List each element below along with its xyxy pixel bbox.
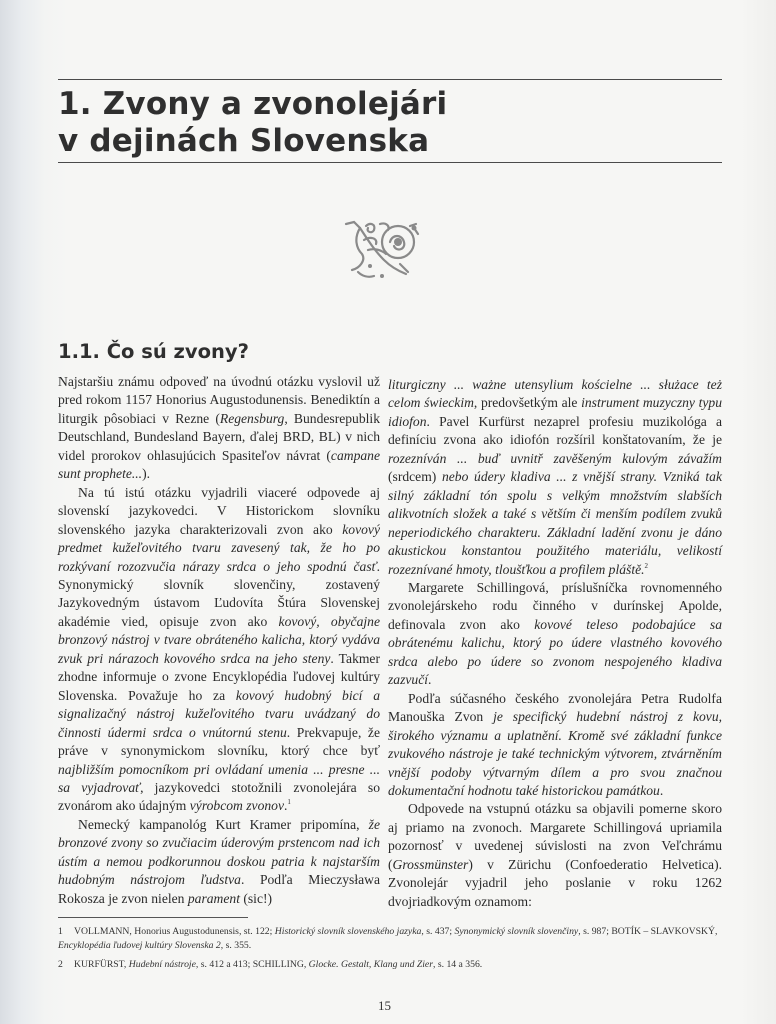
- text-run: , s. 14 a 356.: [432, 959, 483, 970]
- italic-text: Encyklopédia ľudovej kultúry Slovenska 2: [58, 939, 221, 951]
- paragraph: [388, 579, 722, 690]
- paragraph: [58, 373, 380, 484]
- footnote-text: [58, 926, 717, 951]
- text-run: .: [284, 798, 288, 814]
- text-run: .: [659, 782, 664, 798]
- chapter-bottom-rule: [58, 162, 722, 163]
- footnotes: [58, 925, 728, 978]
- text-run: . Pavel Kurfürst nezaprel profesiu muzikológa a definíciu zvona ako idiofón rozšíril konštatovaním, že je: [388, 413, 722, 448]
- paragraph: [388, 690, 722, 801]
- column-left: [58, 373, 380, 908]
- paragraph: [388, 376, 722, 579]
- page-number: 15: [378, 998, 391, 1013]
- section-title: 1.1. Čo sú zvony?: [58, 340, 249, 363]
- italic-text: liturgiczny ... ważne utensylium kościelne ... służace też celom świeckim: [388, 377, 722, 411]
- italic-text: že bronzové zvony so zvučiacim úderovým prstencom nad ich ústím a nemou podkorunnou doskou patria k najstarším hudobným nástrojom ľudstva: [58, 816, 380, 888]
- chapter-title: [58, 86, 447, 160]
- italic-text: Glocke. Gestalt, Klang und Zier: [308, 959, 433, 970]
- text-run: Na tú istú otázku vyjadrili viaceré odpovede aj slovenskí jazykovedci. V Historickom slovníku slovenského jazyka charakterizovali zvon ako: [58, 484, 380, 537]
- text-run: Margarete Schillingová, príslušníčka rovnomenného zvonolejárskeho rodu činného v durínskej Apolde, definovala zvon ako: [388, 579, 722, 632]
- footnote: [58, 958, 728, 972]
- text-run: (srdcem): [388, 469, 442, 485]
- italic-text: najbližším pomocníkom pri ovládaní umenia ... presne ... sa vyjadrovať: [58, 761, 380, 795]
- text-run: Podľa súčasného českého zvonolejára Petra Rudolfa Manouška: [388, 690, 722, 725]
- chapter-top-rule: [58, 79, 722, 80]
- footnote-number: 1: [58, 926, 63, 937]
- text-run: , s. 412 a 413; SCHILLING,: [195, 959, 309, 970]
- footnote-ref: 2: [644, 561, 649, 570]
- text-run: , s. 355.: [220, 939, 252, 951]
- italic-text: Historický slovník slovenského jazyka: [274, 926, 422, 937]
- text-run: (sic!): [239, 890, 273, 906]
- italic-text: kovový, obyčajne bronzový nástroj v tvare obráteného kalicha, ktorý vydáva zvuk pri nárazoch kovového srdca na jeho steny: [58, 613, 380, 666]
- footnote-text: [74, 959, 482, 970]
- text-run: KURFÜRST,: [74, 959, 129, 970]
- text-run: , s. 987; BOTÍK – SLAVKOVSKÝ,: [578, 926, 718, 937]
- text-run: Najstaršiu známu odpoveď na úvodnú otázku vyslovil už pred rokom 1157 Honorius Augustodunensis. Benediktín a liturgik pôsobiaci v Rezne (: [58, 374, 380, 426]
- footnote-ref: 1: [287, 798, 291, 807]
- italic-text: instrument muzyczny typu idiofon: [388, 395, 722, 429]
- text-run: Nemecký kampanológ Kurt Kramer pripomína,: [78, 816, 369, 832]
- chapter-title-line-1: 1. Zvony a zvonolejári: [58, 86, 448, 122]
- italic-text: kovové teleso podobajúce sa obrátenému kalichu, ktorý po údere vlastného kovového srdca alebo po údere so zvonom nespojeného kladiva zazvučí: [388, 616, 722, 688]
- italic-text: je specifický hudební nástroj z kovu, širokého významu a uplatnění. Kromě své základní funkce zvukového nástroje je také technickým výtvorem, ztvárněním vnější podoby výtvarným dílem a pro svou značnou dokumentační hodnotu také historickou památkou: [388, 709, 723, 798]
- italic-text: rozezníván ... buď uvnitř zavěšeným kulovým závažím: [388, 450, 722, 466]
- text-run: Odpovede na vstupnú otázku sa objavili pomerne skoro aj priamo na zvonoch. Margarete Schillingová upriamila pozornosť v uvedenej súvislosti na zvon Veľchrámu (: [388, 801, 722, 872]
- text-run: , s. 437;: [421, 926, 455, 937]
- text-run: . Podľa Mieczysława Rokosza je zvon nielen: [58, 872, 380, 906]
- italic-text: nebo údery kladiva ... z vnější strany. Vzniká tak silný základní tón spolu s velkým množstvím slabších alikvotních složek a také s větším či menším podílem zvuků neperiodického charakteru. Základní ladění zvonu je dáno akustickou konstantou použitého materiálu, velikostí rozeznívané hmoty, tloušťkou a profilem pláště.: [388, 469, 722, 577]
- italic-text: kovový predmet kužeľovitého tvaru zavesený tak, že ho po rozkývaní rozozvučia nárazy srdca o jeho spodnú časť: [58, 521, 380, 574]
- text-run: ).: [142, 466, 151, 482]
- paragraph: [388, 800, 722, 911]
- chapter-title-line-2: v dejinách Slovenska: [58, 123, 430, 159]
- text-run: . Synonymický slovník slovenčiny, zostavený Jazykovedným ústavom Ľudovíta Štúra Slovenskej akadémie vied, opisuje zvon ako: [58, 558, 380, 629]
- italic-text: parament: [187, 890, 240, 906]
- footnote: [58, 925, 728, 952]
- text-run: , jazykovedci stotožnili zvonolejára so zvonárom ako údajným: [58, 779, 380, 814]
- italic-text: Regensburg: [219, 410, 285, 426]
- text-run: ) v Zürichu (Confoederatio Helvetica). Zvonolejár vyjadril jeho poslanie v roku 1262 dvojriadkovým oznamom:: [388, 856, 722, 909]
- footnote-number: 2: [58, 959, 63, 970]
- text-run: . Prekvapuje, že práve v synonymickom slovníku, ktorý chce byť: [58, 724, 380, 759]
- italic-text: campane sunt prophete...: [58, 447, 380, 482]
- text-run: .: [428, 672, 432, 688]
- floral-vignette-icon: [340, 220, 420, 282]
- paragraph: [58, 816, 380, 908]
- text-run: , Bundesrepublik Deutschland, Bundesland Bayern, ďalej BRD, BL) v nich videl prorokov ohlasujúcich Spasiteľov návrat (: [58, 410, 380, 463]
- column-right: [388, 376, 722, 911]
- italic-text: Hudební nástroje: [128, 959, 196, 970]
- footnote-separator: [58, 917, 248, 918]
- italic-text: Grossmünster: [392, 856, 469, 872]
- paragraph: [58, 484, 380, 816]
- italic-text: kovový hudobný bicí a signalizačný nástroj kužeľovitého tvaru uvádzaný do činnosti údermi srdca o vnútornú stenu: [58, 687, 380, 740]
- italic-text: výrobcom zvonov: [189, 798, 284, 814]
- text-run: VOLLMANN, Honorius Augustodunensis, st. 122;: [74, 926, 275, 937]
- italic-text: Synonymický slovník slovenčiny: [454, 926, 579, 937]
- text-run: Zvon: [454, 709, 484, 725]
- text-run: , predovšetkým ale: [473, 395, 582, 411]
- text-run: . Takmer zhodne informuje o zvone Encyklopédia ľudovej kultúry Slovenska. Považuje ho za: [58, 650, 380, 703]
